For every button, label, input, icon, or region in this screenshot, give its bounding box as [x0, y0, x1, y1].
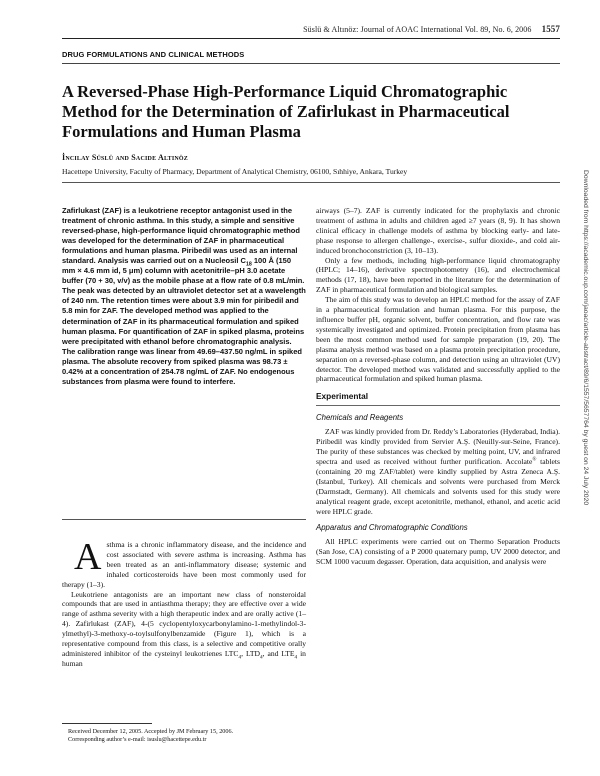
drop-cap: A: [74, 536, 102, 578]
article-title: A Reversed-Phase High-Performance Liquid Chromatographic Method for the Determination of Zafirlukast in Pharmaceutical Formulations and Human Plasma: [62, 82, 510, 141]
running-header-text: Süslü & Altınöz: Journal of AOAC International Vol. 89, No. 6, 2006: [303, 25, 532, 34]
header-rule: [62, 38, 560, 39]
apparatus-heading: Apparatus and Chromatographic Conditions: [316, 523, 468, 533]
section-rule: [62, 63, 560, 64]
author-list: İncilay Süslü and Sacide Altınöz: [62, 153, 188, 162]
chemicals-paragraph: ZAF was kindly provided from Dr. Reddy’s Laboratories (Hyderabad, India). Piribedil was kindly provided from Servier A.Ş. (Neuilly-sur-Seine, France). The purity of these substances was checked by melting point, UV, and infrared spectra and used as received without further purification. Accolate® tablets (containing 20 mg ZAF/tablet) were kindly supplied by Astra Zeneca A.Ş. (Istanbul, Turkey). All chemicals and solvents were purchased from Merck (Darmstadt, Germany). All chemicals and solvents used for this study were analytical reagent grade, except acetonitrile, methanol, ethanol, and acetic acid were HPLC grade.: [316, 427, 560, 516]
intro-paragraph-1: Asthma is a chronic inflammatory disease, and the incidence and cost associated with severe asthma is increasing. Asthma has been treated as an anti-inflammatory disease; systemic and inhaled corticosteroids have been most commonly used for therapy (1–3).: [62, 536, 306, 589]
section-label: DRUG FORMULATIONS AND CLINICAL METHODS: [62, 50, 245, 59]
footnote: [68, 728, 308, 745]
experimental-heading: Experimental: [316, 391, 369, 402]
received-note: Received December 12, 2005. Accepted by JM February 15, 2006.: [68, 728, 234, 735]
abstract: Zafirlukast (ZAF) is a leukotriene receptor antagonist used in the treatment of chronic asthma. In this study, a simple and sensitive reversed-phase, high-performance liquid chromatographic method was developed for the determination of ZAF in pharmaceutical formulations and human plasma. Piribedil was used as an internal standard. Analysis was carried out on a Nucleosil $C_{18}$ 100 Å (150 mm × 4.6 mm id, 5 μm) column with acetonitrile–pH 3.0 acetate buffer (70 + 30, v/v) as the mobile phase at a flow rate of 0.8 mL/min. The peak was detected by an ultraviolet detector set at a wavelength of 240 nm. The retention times were about 3.9 min for piribedil and 5.8 min for ZAF. The developed method was applied to the determination of ZAF in its pharmaceutical formulation and spiked human plasma. For quantification of ZAF in spiked plasma, proteins were precipitated with ethanol before chromatographic analysis. The calibration range was linear from 49.69–437.50 ng/mL in spiked plasma. The absolute recovery from spiked plasma was 98.73 ± 0.42% at a concentration of 254.78 ng/mL of ZAF. No endogenous substances from plasma were found to interfere.: [62, 206, 306, 386]
right-paragraph-1: airways (5–7). ZAF is currently indicated for the prophylaxis and chronic treatment of asthma in adults and children aged ≥7 years (8, 9). It has shown clinical efficacy in challenge models of asthma by blocking early- and late-phase response to allergen challenge-, exercise-, sulfur dioxide-, and cold air-induced bronchoconstriction (3, 10–13).: [316, 206, 560, 255]
right-column: [316, 206, 560, 567]
running-header: [265, 24, 560, 34]
download-watermark: [582, 170, 590, 650]
correspondence-note: Corresponding author’s e-mail: isuslu@hacettepe.edu.tr: [68, 736, 207, 744]
affiliation: Hacettepe University, Faculty of Pharmacy, Department of Analytical Chemistry, 06100, Sıhhiye, Ankara, Turkey: [62, 167, 408, 176]
chemicals-heading: Chemicals and Reagents: [316, 413, 404, 423]
experimental-rule: [316, 405, 560, 406]
affiliation-rule: [62, 182, 560, 183]
abstract-column: [62, 206, 306, 387]
page-number: 1557: [541, 24, 560, 34]
apparatus-paragraph: All HPLC experiments were carried out on Thermo Separation Products (San Jose, CA) consisting of a P 2000 quaternary pump, UV 2000 detector, and SCM 1000 vacuum degasser. Operation, data acquisition, and analysis were: [316, 537, 560, 567]
right-paragraph-3: The aim of this study was to develop an HPLC method for the assay of ZAF in a pharmaceutical formulation and human plasma. For this purpose, the influence buffer pH, organic solvent, buffer concentration, and flow rate was systemically investigated and optimized. Protein precipitation from plasma has been the most common method used for sample preparation (19, 20). The plasma analysis method was based on a plasma protein precipitation procedure, separation on a reversed-phase column, and detection using an ultraviolet (UV) detector. The developed method was validated and successfully applied to the pharmaceutical formulation and spiked human plasma.: [316, 295, 560, 384]
download-watermark-text: Downloaded from https://academic.oup.com/jaoac/article-abstract/89/6/1557/5657764 by guest on 24 July 2020: [582, 170, 589, 506]
right-paragraph-2: Only a few methods, including high-performance liquid chromatography (HPLC; 14–16), derivative spectrophotometry (16), and electrochemical methods (17, 18), have been reported in the literature for the determination of ZAF in pharmaceutical formulation and biological samples.: [316, 255, 560, 295]
intro-paragraph-2: Leukotriene antagonists are an important new class of nonsteroidal compounds that are used in antiasthma therapy; they are effective over a wide range of asthma severity with a high therapeutic index and are orally active (1–4). Zafirlukast (ZAF), 4-(5 cyclopentyloxycarbonylamino-1-methylindol-3-ylmethyl)-3-methoxy-o-toylsulfonylbenzamide (Figure 1), which is a representative compound from this class, is a selective and competitive orally administered inhibitor of the cysteinyl leukotrienes $LTC_4$, $LTD_4$, and $LTE_4$ in human: [62, 589, 306, 668]
footnote-rule: [62, 723, 152, 724]
abstract-rule: [62, 519, 306, 520]
introduction: [62, 536, 306, 669]
